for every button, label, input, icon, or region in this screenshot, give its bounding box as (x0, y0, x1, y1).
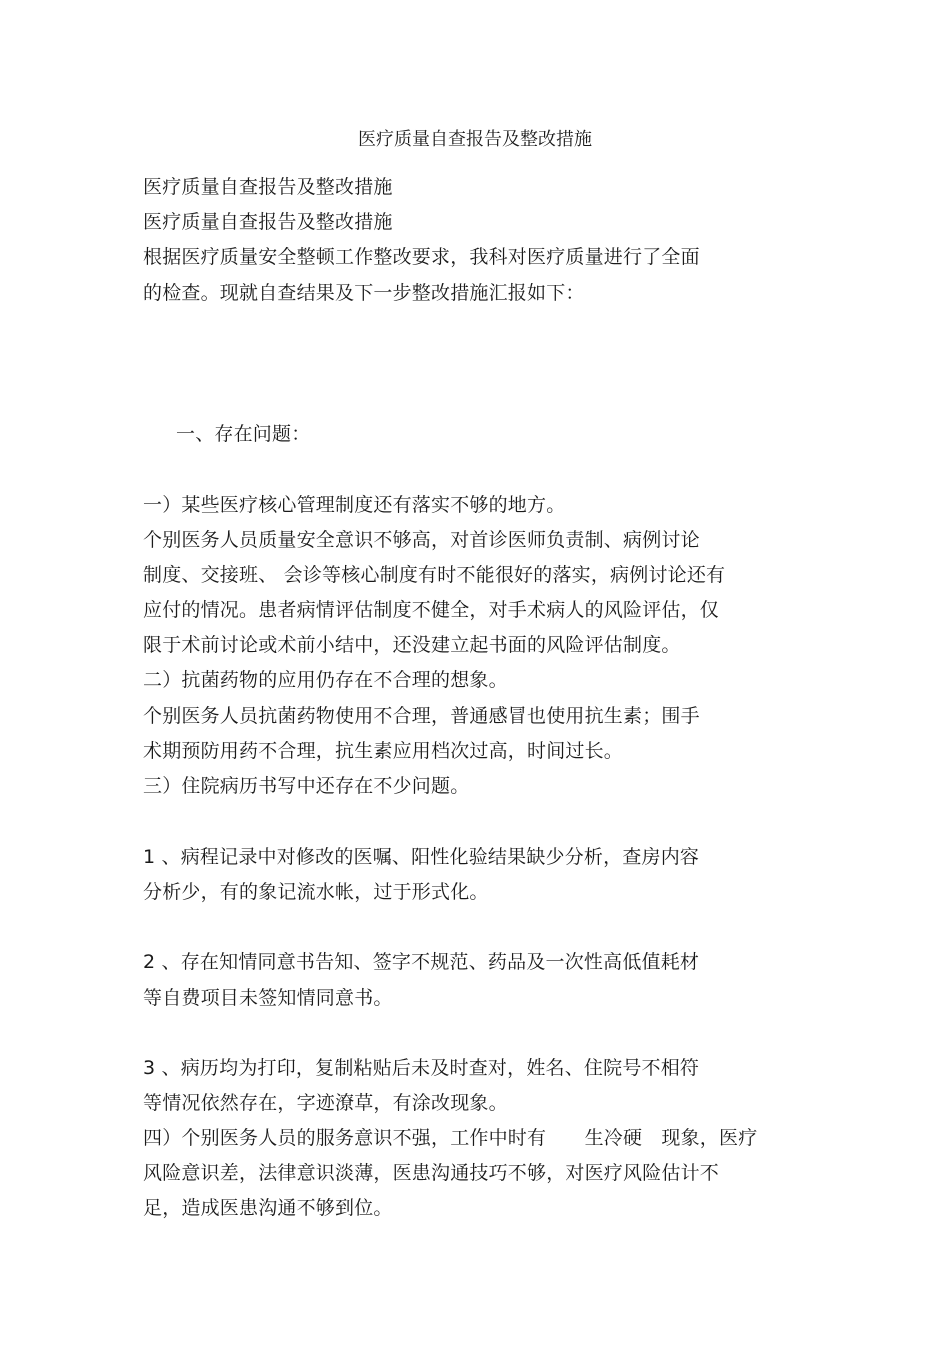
intro-line: 的检查。现就自查结果及下一步整改措施汇报如下： (143, 282, 585, 304)
paragraph-line: 限于术前讨论或术前小结中，还没建立起书面的风险评估制度。 (143, 634, 681, 656)
paragraph-line: 1 、病程记录中对修改的医嘱、阳性化验结果缺少分析，查房内容 (143, 846, 700, 868)
paragraph-line: 应付的情况。患者病情评估制度不健全，对手术病人的风险评估，仅 (143, 599, 720, 621)
paragraph-line: 风险意识差，法律意识淡薄，医患沟通技巧不够，对医疗风险估计不 (143, 1162, 720, 1184)
subtitle-line: 医疗质量自查报告及整改措施 (143, 211, 393, 233)
paragraph-line: 术期预防用药不合理，抗生素应用档次过高，时间过长。 (143, 740, 624, 762)
section-heading: 一、存在问题： (176, 423, 311, 445)
item-heading: 三）住院病历书写中还存在不少问题。 (143, 775, 470, 797)
paragraph-line: 四）个别医务人员的服务意识不强，工作中时有 生冷硬 现象，医疗 (143, 1127, 758, 1149)
paragraph-line: 足，造成医患沟通不够到位。 (143, 1197, 393, 1219)
item-heading: 二）抗菌药物的应用仍存在不合理的想象。 (143, 669, 508, 691)
paragraph-line: 3 、病历均为打印，复制粘贴后未及时查对，姓名、住院号不相符 (143, 1057, 700, 1079)
paragraph-line: 分析少，有的象记流水帐，过于形式化。 (143, 881, 489, 903)
paragraph-line: 个别医务人员抗菌药物使用不合理，普通感冒也使用抗生素；围手 (143, 705, 700, 727)
subtitle-line: 医疗质量自查报告及整改措施 (143, 176, 393, 198)
paragraph-line: 制度、交接班、 会诊等核心制度有时不能很好的落实，病例讨论还有 (143, 564, 726, 586)
paragraph-line: 2 、存在知情同意书告知、签字不规范、药品及一次性高低值耗材 (143, 951, 700, 973)
paragraph-line: 个别医务人员质量安全意识不够高，对首诊医师负责制、病例讨论 (143, 529, 700, 551)
paragraph-line: 等自费项目未签知情同意书。 (143, 987, 393, 1009)
paragraph-line: 等情况依然存在，字迹潦草，有涂改现象。 (143, 1092, 508, 1114)
document-title: 医疗质量自查报告及整改措施 (358, 129, 592, 150)
item-heading: 一）某些医疗核心管理制度还有落实不够的地方。 (143, 494, 566, 516)
intro-line: 根据医疗质量安全整顿工作整改要求，我科对医疗质量进行了全面 (143, 246, 700, 268)
